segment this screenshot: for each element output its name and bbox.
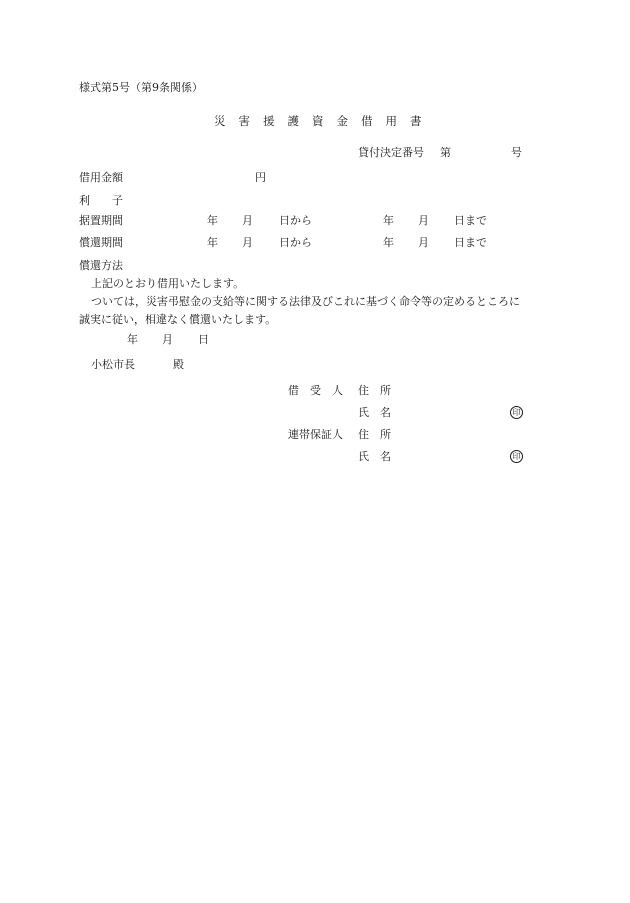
repayment-period-label: 償還期間: [79, 236, 123, 249]
repayment-day-from: 日から: [279, 236, 312, 249]
grace-month2: 月: [418, 214, 429, 227]
loan-number-dai: 第: [440, 146, 451, 159]
body-line-3: 誠実に従い，相違なく償還いたします。: [79, 313, 277, 326]
guarantor-label: 連帯保証人: [288, 428, 343, 441]
addressee-name: 小松市長: [91, 358, 135, 371]
repayment-month2: 月: [418, 236, 429, 249]
grace-day-from: 日から: [279, 214, 312, 227]
addressee-honorific: 殿: [173, 358, 184, 371]
borrower-name-label: 氏 名: [358, 406, 391, 419]
date-month: 月: [162, 333, 173, 346]
repayment-day-until: 日まで: [454, 236, 487, 249]
repayment-year: 年: [207, 236, 218, 249]
amount-label: 借用金額: [79, 171, 123, 184]
date-day: 日: [198, 333, 209, 346]
repayment-year2: 年: [383, 236, 394, 249]
guarantor-seal-icon: 印: [510, 450, 523, 463]
grace-month: 月: [242, 214, 253, 227]
repayment-month: 月: [242, 236, 253, 249]
form-label: 様式第5号（第9条関係）: [79, 81, 203, 94]
repayment-method-label: 償還方法: [79, 259, 123, 272]
guarantor-name-label: 氏 名: [358, 450, 391, 463]
date-year: 年: [127, 333, 138, 346]
amount-unit: 円: [255, 171, 266, 184]
borrower-label: 借 受 人: [288, 384, 343, 397]
borrower-address-label: 住 所: [358, 384, 391, 397]
grace-year2: 年: [383, 214, 394, 227]
guarantor-address-label: 住 所: [358, 428, 391, 441]
body-line-1: 上記のとおり借用いたします。: [91, 277, 245, 290]
grace-period-label: 据置期間: [79, 214, 123, 227]
loan-number-label: 貸付決定番号: [358, 146, 424, 159]
borrower-seal-icon: 印: [510, 406, 523, 419]
loan-number-go: 号: [511, 146, 522, 159]
document-title: 災害援護資金借用書: [214, 114, 435, 128]
body-line-2: ついては，災害弔慰金の支給等に関する法律及びこれに基づく命令等の定めるところに: [91, 295, 520, 308]
grace-year: 年: [207, 214, 218, 227]
grace-day-until: 日まで: [454, 214, 487, 227]
interest-label: 利 子: [79, 194, 123, 207]
